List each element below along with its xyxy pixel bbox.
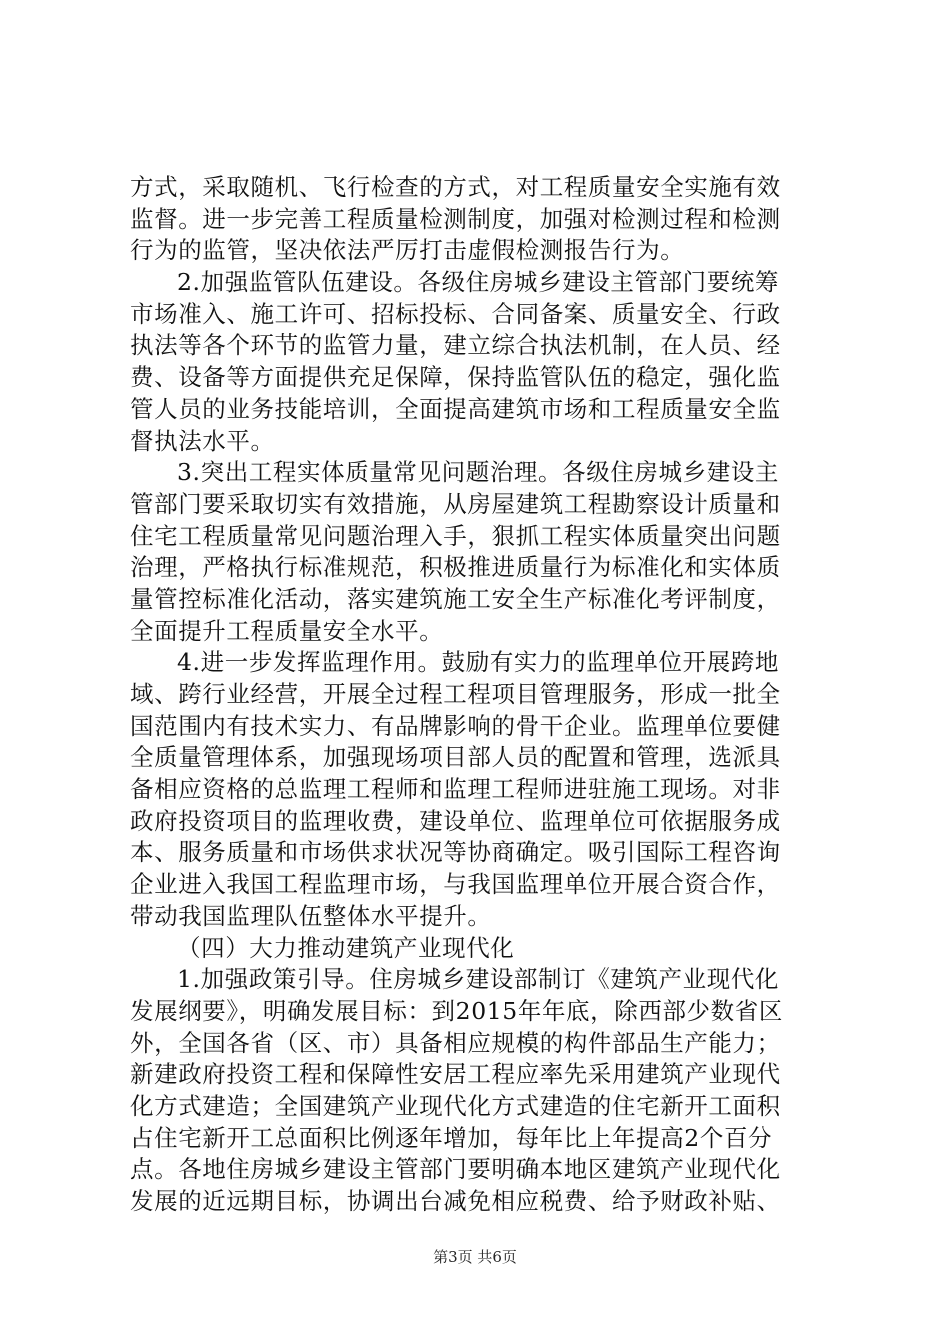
text-line: 行为的监管，坚决依法严厉打击虚假检测报告行为。	[130, 236, 685, 265]
text-line: 执法等各个环节的监管力量，建立综合执法机制，在人员、经	[130, 331, 781, 360]
text-line: 督执法水平。	[130, 426, 275, 455]
text-line: 域、跨行业经营，开展全过程工程项目管理服务，形成一批全	[130, 680, 781, 708]
text-line: 2.加强监管队伍建设。各级住房城乡建设主管部门要统筹	[177, 268, 780, 297]
text-line: 费、设备等方面提供充足保障，保持监管队伍的稳定，强化监	[130, 363, 781, 392]
text-line: 带动我国监理队伍整体水平提升。	[130, 901, 492, 930]
text-line: 管部门要采取切实有效措施，从房屋建筑工程勘察设计质量和	[130, 489, 781, 518]
text-line: 化方式建造；全国建筑产业现代化方式建造的住宅新开工面积	[130, 1091, 781, 1120]
text-line: 备相应资格的总监理工程师和监理工程师进驻施工现场。对非	[130, 775, 781, 804]
text-line: 发展的近远期目标，协调出台减免相应税费、给予财政补贴、	[130, 1187, 781, 1215]
text-line: 1.加强政策引导。住房城乡建设部制订《建筑产业现代化	[177, 965, 780, 994]
text-line: 管人员的业务技能培训，全面提高建筑市场和工程质量安全监	[130, 394, 781, 423]
text-line: 量管控标准化活动，落实建筑施工安全生产标准化考评制度，	[130, 584, 781, 613]
text-line: （四）大力推动建筑产业现代化	[177, 933, 515, 962]
text-line: 住宅工程质量常见问题治理入手，狠抓工程实体质量突出问题	[130, 521, 781, 550]
text-line: 方式，采取随机、飞行检查的方式，对工程质量安全实施有效	[130, 173, 781, 201]
text-line: 政府投资项目的监理收费，建设单位、监理单位可依据服务成	[130, 806, 781, 835]
text-line: 本、服务质量和市场供求状况等协商确定。吸引国际工程咨询	[130, 838, 781, 867]
text-line: 国范围内有技术实力、有品牌影响的骨干企业。监理单位要健	[130, 711, 781, 740]
text-line: 外，全国各省（区、市）具备相应规模的构件部品生产能力；	[130, 1028, 781, 1057]
text-line: 市场准入、施工许可、招标投标、合同备案、质量安全、行政	[130, 299, 781, 328]
text-line: 点。各地住房城乡建设主管部门要明确本地区建筑产业现代化	[130, 1155, 781, 1184]
text-line: 发展纲要》，明确发展目标：到2015年年底，除西部少数省区	[130, 996, 783, 1025]
text-line: 全面提升工程质量安全水平。	[130, 616, 444, 645]
text-line: 新建政府投资工程和保障性安居工程应率先采用建筑产业现代	[130, 1060, 781, 1089]
text-line: 4.进一步发挥监理作用。鼓励有实力的监理单位开展跨地	[177, 648, 780, 677]
text-line: 监督。进一步完善工程质量检测制度，加强对检测过程和检测	[130, 204, 781, 233]
text-line: 3.突出工程实体质量常见问题治理。各级住房城乡建设主	[177, 458, 780, 487]
text-line: 全质量管理体系，加强现场项目部人员的配置和管理，选派具	[130, 743, 781, 772]
text-line: 治理，严格执行标准规范，积极推进质量行为标准化和实体质	[130, 553, 781, 582]
page-number-footer: 第3页 共6页	[433, 1248, 517, 1266]
text-line: 企业进入我国工程监理市场，与我国监理单位开展合资合作，	[130, 870, 781, 899]
document-body	[130, 172, 828, 1218]
text-line: 占住宅新开工总面积比例逐年增加，每年比上年提高2个百分	[130, 1123, 773, 1152]
